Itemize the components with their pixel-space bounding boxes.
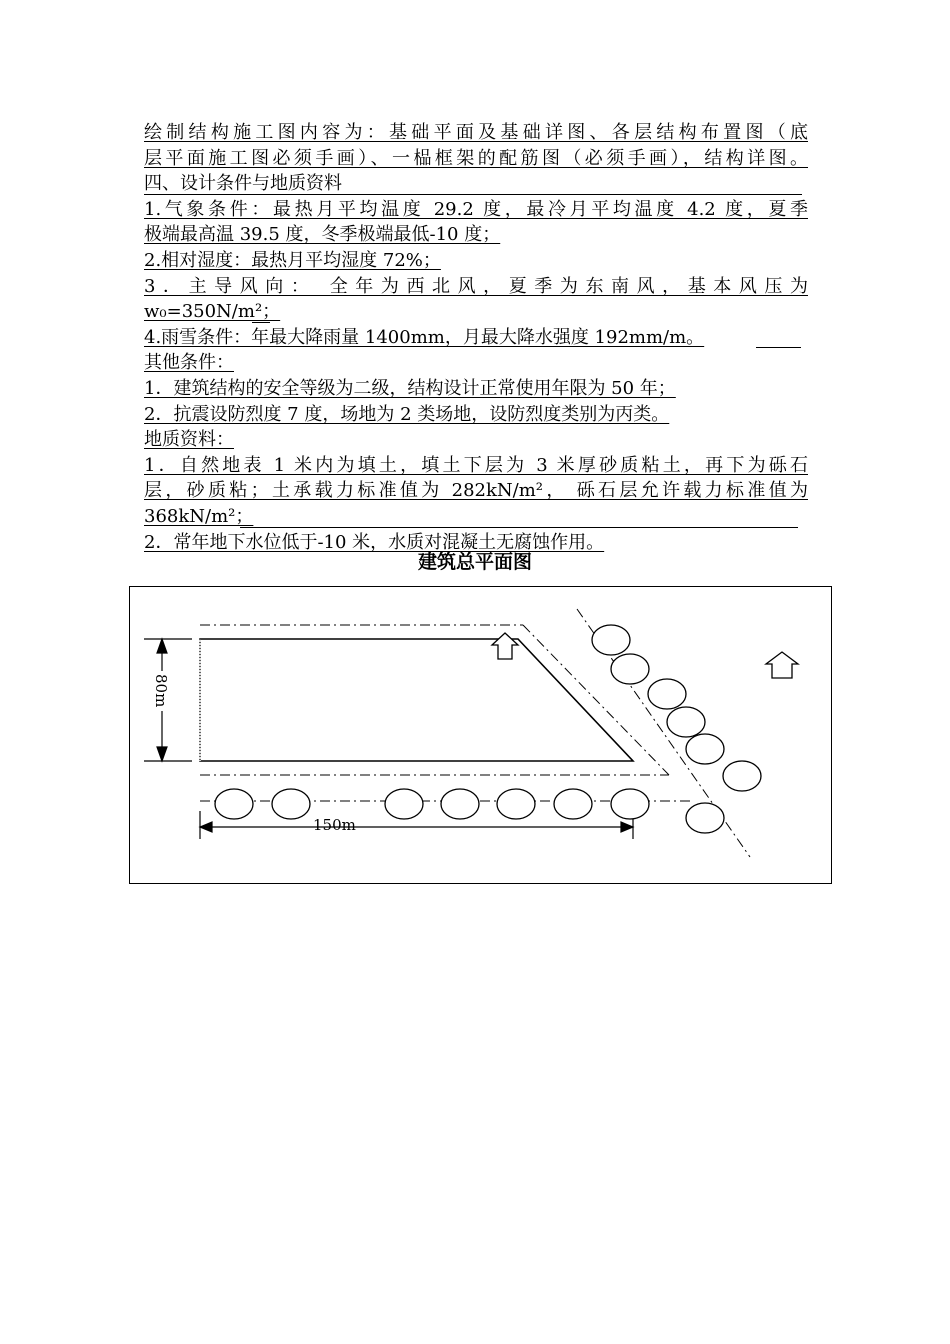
text-line — [144, 299, 808, 325]
underline-rule — [756, 347, 801, 348]
underline-rule — [144, 194, 802, 195]
tree-icon — [554, 789, 592, 819]
document-text — [144, 120, 808, 555]
text-line — [144, 197, 808, 223]
tree-icon — [686, 734, 724, 764]
line-text: 其他条件： — [144, 352, 234, 374]
height-dimension-label: 80m — [152, 674, 170, 708]
north-arrow-icon — [766, 652, 798, 678]
line-text: 1．自然地表 1 米内为填土，填土下层为 3 米厚砂质粘土，再下为砾石 — [144, 454, 808, 476]
line-text: 绘制结构施工图内容为：基础平面及基础详图、各层结构布置图（底 — [144, 122, 808, 143]
underline-rule — [252, 322, 270, 323]
text-line — [144, 350, 808, 376]
tree-icon — [272, 789, 310, 819]
section-heading — [144, 171, 808, 197]
tree-icon — [667, 707, 705, 737]
width-dimension-label: 150m — [313, 816, 356, 834]
line-text: 极端最高温 39.5 度，冬季极端最低-10 度； — [144, 224, 501, 246]
line-text: 3．主导风向： 全年为西北风，夏季为东南风，基本风压为 — [144, 275, 808, 297]
tree-icon — [611, 789, 649, 819]
text-line — [144, 478, 808, 504]
site-plan-drawing — [130, 587, 833, 885]
line-text: w₀=350N/m²； — [144, 301, 281, 323]
tree-icon — [723, 761, 761, 791]
site-plan-figure — [129, 586, 832, 884]
line-text: 4.雨雪条件：年最大降雨量 1400mm，月最大降水强度 192mm/m。 — [144, 326, 705, 348]
line-text: 四、设计条件与地质资料 — [144, 173, 342, 195]
text-line — [144, 376, 808, 402]
text-line — [144, 402, 808, 428]
line-text: 2．抗震设防烈度 7 度，场地为 2 类场地，设防烈度类别为丙类。 — [144, 403, 670, 425]
line-text: 2.相对湿度：最热月平均湿度 72%； — [144, 249, 441, 271]
text-line — [144, 325, 808, 351]
tree-icon — [497, 789, 535, 819]
text-line — [144, 146, 808, 172]
text-line — [144, 274, 808, 300]
line-text: 地质资料： — [144, 429, 234, 451]
tree-icon — [648, 679, 686, 709]
text-line — [144, 248, 808, 274]
north-arrow-icon — [492, 633, 518, 659]
line-text: 1．建筑结构的安全等级为二级，结构设计正常使用年限为 50 年； — [144, 377, 676, 399]
tree-icon — [592, 625, 630, 655]
underline-rule — [240, 527, 798, 528]
line-text: 368kN/m²； — [144, 505, 254, 527]
text-line — [144, 222, 808, 248]
text-line — [144, 120, 808, 146]
tree-icon — [686, 803, 724, 833]
tree-icon — [215, 789, 253, 819]
line-text: 1.气象条件：最热月平均温度 29.2 度，最冷月平均温度 4.2 度，夏季 — [144, 198, 808, 220]
line-text: 层平面施工图必须手画）、一榀框架的配筋图（必须手画），结构详图。 — [144, 147, 808, 169]
line-text: 层，砂质粘；土承载力标准值为 282kN/m²， 砾石层允许载力标准值为 — [144, 480, 808, 502]
tree-icon — [441, 789, 479, 819]
text-line — [144, 453, 808, 479]
building-footprint — [200, 639, 633, 761]
text-line — [144, 504, 808, 530]
line-text: 2．常年地下水位低于-10 米，水质对混凝土无腐蚀作用。 — [144, 531, 605, 553]
tree-icon — [611, 654, 649, 684]
figure-title: 建筑总平面图 — [417, 551, 532, 573]
tree-icon — [385, 789, 423, 819]
text-line — [144, 427, 808, 453]
